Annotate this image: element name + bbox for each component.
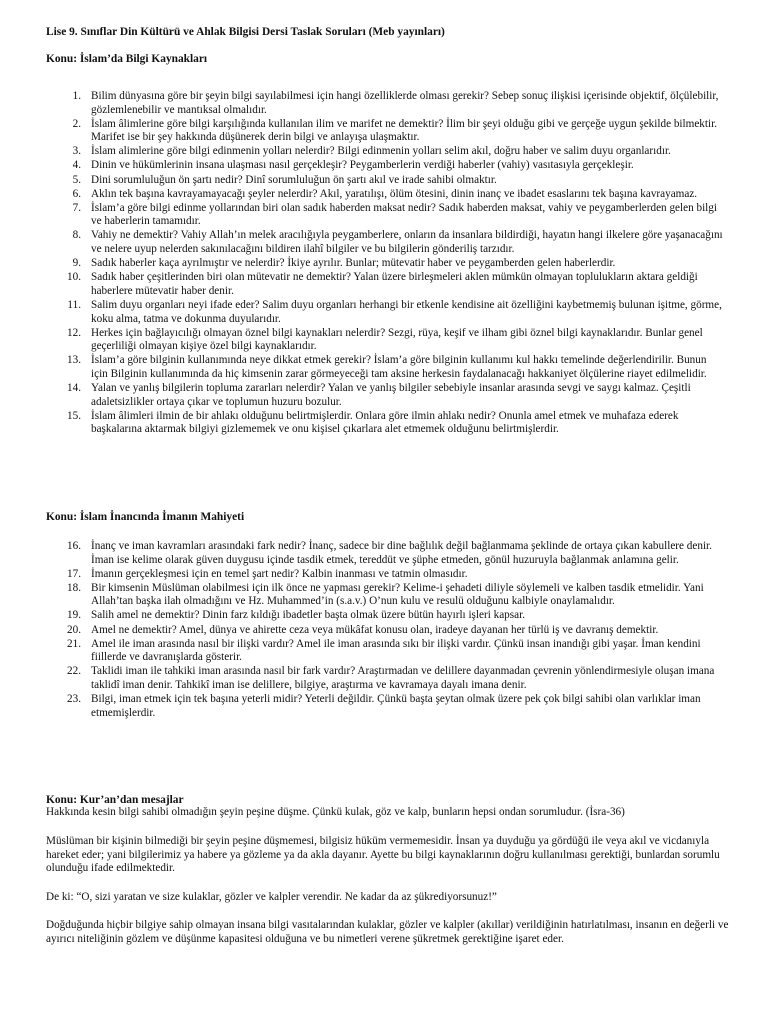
question-item	[46, 540, 726, 567]
question-number: 17.	[67, 567, 81, 580]
question-item	[46, 609, 726, 623]
question-text: Bir kimsenin Müslüman olabilmesi için ilk önce ne yapması gerekir? Kelime-i şehadeti diliyle söylemeli ve kalben tasdik etmelidir. Yani Allah’tan başka ilah olmadığını ve Hz. Muhammed’in (s.a.v.) O’nun kulu ve resulü olduğunu kalbiyle onaylamalıdır.	[91, 581, 704, 608]
question-text: İslam âlimlerine göre bilgi karşılığında kullanılan ilim ve marifet ne demektir? İlim bir şeyi olduğu gibi ve gerçeğe uygun şekilde bilmektir. Marifet ise bir şey hakkında düşünerek derin bilgi ve anlayışa ulaşmaktır.	[91, 117, 718, 144]
question-item	[46, 327, 726, 354]
question-text: Bilim dünyasına göre bir şeyin bilgi sayılabilmesi için hangi özelliklerde olması gerekir? Sebep sonuç ilişkisi içerisinde objektif, ölçülebilir, gözlemlenebilir ve mantıksal olmalıdır.	[91, 90, 719, 116]
question-number: 12.	[67, 326, 81, 339]
question-text: Taklidi iman ile tahkiki iman arasında nasıl bir fark vardır? Araştırmadan ve delillere dayanmadan çevrenin yönlendirmesiyle oluşan imana taklidî iman denir. Tahkikî iman ise delillere, bilgiye, araştırma ve kavramaya dayalı imana denir.	[91, 665, 715, 691]
question-text: Sadık haber çeşitlerinden biri olan mütevatir ne demektir? Yalan üzere birleşmeleri aklen mümkün olmayan toplulukların aktara geldiği haberlere mütevatir haber denir.	[91, 271, 698, 297]
question-text: Amel ne demektir? Amel, dünya ve ahirette ceza veya mükâfat konusu olan, iradeye dayanan her türlü iş ve davranış demektir.	[91, 623, 659, 636]
question-text: İnanç ve iman kavramları arasındaki fark nedir? İnanç, sadece bir dine bağlılık değil bağlanmama şeklinde de ortaya çıkan kabullere denir. İman ise kelime olarak güven duygusu içinde tasdik etmek, tereddüt ve şüphe etmeden, gönül huzuruyla bağlanmak anlamına gelir.	[91, 540, 712, 566]
question-text: İslam âlimleri ilmin de bir ahlakı olduğunu belirtmişlerdir. Onlara göre ilmin ahlakı nedir? Onunla amel etmek ve muhafaza ederek başkalarına aktarmak bilgiyi gizlememek ve onu kişisel çıkarlara alet etmemek olduğunu belirtmişlerdir.	[91, 409, 679, 436]
question-number: 1.	[72, 90, 81, 102]
question-text: İslam alimlerine göre bilgi edinmenin yolları nelerdir? Bilgi edinmenin yolları selim akıl, doğru haber ve salim duyu organlarıdır.	[91, 145, 671, 158]
question-number: 15.	[67, 409, 81, 422]
question-text: Bilgi, iman etmek için tek başına yeterli midir? Yeterli değildir. Çünkü başta şeytan olmak üzere pek çok bilgi sahibi olan varlıklar iman etmemişlerdir.	[91, 693, 701, 719]
question-number: 8.	[72, 229, 81, 242]
verse-paragraph: Hakkında kesin bilgi sahibi olmadığın şeyin peşine düşme. Çünkü kulak, göz ve kalp, bunların hepsi ondan sorumludur. (İsra-36)	[46, 806, 625, 818]
question-text: Salih amel ne demektir? Dinin farz kıldığı ibadetler başta olmak üzere bütün hayırlı işleri kapsar.	[91, 609, 525, 622]
question-number: 16.	[67, 540, 81, 552]
question-text: Vahiy ne demektir? Vahiy Allah’ın melek aracılığıyla peygamberlere, onların da insanlara bildirdiği, hayatın hangi ilkelere göre yaşanacağını ve nelere uyup nelerden sakınılacağını bildiren ilahî bilgiler ve bu bilgilerin gönderiliş tarzıdır.	[91, 229, 723, 256]
question-item	[46, 624, 726, 638]
question-item	[46, 354, 726, 381]
question-text: İmanın gerçekleşmesi için en temel şart nedir? Kalbin inanması ve tatmin olmasıdır.	[91, 567, 468, 580]
question-item	[46, 568, 726, 582]
question-text: Dinin ve hükümlerinin insana ulaşması nasıl gerçekleşir? Peygamberlerin verdiği haberler (vahiy) vasıtasıyla gerçekleşir.	[91, 159, 634, 172]
question-item	[46, 693, 726, 720]
question-number: 3.	[72, 145, 81, 158]
question-item	[46, 90, 726, 117]
explanation-paragraph: Müslüman bir kişinin bilmediği bir şeyin peşine düşmemesi, bilgisiz hüküm vermemesidir. İnsan ya duyduğu ya gördüğü ile veya akıl ve vicdanıyla hareket eder; yani bilgilerimiz ya habere ya gözleme ya da akla dayanır. Ayette bu bilgi kaynaklarının doğru kullanılması gerektiği, bunlardan sorumlu olunduğu ifade edilmektedir.	[46, 835, 720, 875]
document-title: Lise 9. Sınıflar Din Kültürü ve Ahlak Bilgisi Dersi Taslak Soruları (Meb yayınları)	[46, 26, 445, 38]
question-number: 6.	[72, 187, 81, 200]
question-item	[46, 229, 726, 256]
question-list-bilgi-kaynaklari	[46, 90, 726, 437]
question-item	[46, 665, 726, 692]
question-item	[46, 174, 726, 188]
question-item	[46, 257, 726, 271]
question-text: Dini sorumluluğun ön şartı nedir? Dinî sorumluluğun ön şartı akıl ve irade sahibi olmaktır.	[91, 173, 497, 186]
question-number: 21.	[67, 637, 81, 650]
question-item	[46, 638, 726, 665]
question-number: 19.	[67, 609, 81, 622]
question-text: Sadık haberler kaça ayrılmıştır ve nelerdir? İkiye ayrılır. Bunlar; mütevatir haber ve peygamberden gelen haberlerdir.	[91, 257, 616, 270]
question-number: 14.	[67, 381, 81, 394]
question-item	[46, 159, 726, 173]
section-heading-bilgi-kaynaklari: Konu: İslam’da Bilgi Kaynakları	[46, 53, 208, 65]
question-text: Amel ile iman arasında nasıl bir ilişki vardır? Amel ile iman arasında sıkı bir ilişki vardır. Çünkü insan inandığı gibi yaşar. İman kendini fiillerde ve davranışlarda gösterir.	[91, 637, 701, 664]
question-item	[46, 582, 726, 609]
question-item	[46, 271, 726, 298]
question-text: Aklın tek başına kavrayamayacağı şeyler nelerdir? Akıl, yaratılışı, ölüm ötesini, dinin inanç ve ibadet esaslarını tek başına kavrayamaz.	[91, 187, 698, 200]
question-number: 23.	[67, 693, 81, 706]
section-heading-imanin-mahiyeti: Konu: İslam İnancında İmanın Mahiyeti	[46, 511, 245, 523]
question-number: 2.	[72, 117, 81, 130]
question-list-imanin-mahiyeti	[46, 540, 726, 721]
question-number: 7.	[72, 201, 81, 214]
closing-paragraph: Doğduğunda hiçbir bilgiye sahip olmayan insana bilgi vasıtalarından kulaklar, gözler ve kalpler (akıllar) verildiğinin hatırlatılması, insanın en değerli ve ayırıcı niteliğinin gözlem ve düşünme kapasitesi olduğuna ve bu nimetleri verene şükretmek gerektiğine işaret eder.	[46, 919, 729, 945]
question-item	[46, 299, 726, 326]
question-item	[46, 202, 726, 229]
verse-quote-paragraph: De ki: “O, sizi yaratan ve size kulaklar, gözler ve kalpler verendir. Ne kadar da az şükrediyorsunuz!”	[46, 891, 497, 903]
question-text: Herkes için bağlayıcılığı olmayan öznel bilgi kaynakları nelerdir? Sezgi, rüya, keşif ve ilham gibi öznel bilgi kaynaklarıdır. Bunlar genel geçerliliği olmayan kişiye özel bilgi kaynaklarıdır.	[91, 326, 703, 353]
question-item	[46, 410, 726, 437]
question-text: Salim duyu organları neyi ifade eder? Salim duyu organları herhangi bir etkenle kendisine ait özelliğini kaybetmemiş bulunan işitme, görme, koku alma, tatma ve dokunma duyularıdır.	[91, 298, 722, 325]
question-text: İslam’a göre bilginin kullanımında neye dikkat etmek gerekir? İslam’a göre bilginin kullanımı kul hakkı temelinde değerlendirilir. Bunun için Bilginin kullanımında da hiç kimsenin zarar görmeyeceği tam aksine herkesin faydalanacağı hakkaniyet ölçülerine riayet edilmelidir.	[91, 354, 707, 380]
section-heading-kuran-mesajlar: Konu: Kur’an’dan mesajlar	[46, 794, 184, 806]
question-number: 5.	[72, 173, 81, 186]
question-number: 9.	[72, 257, 81, 270]
question-item	[46, 188, 726, 202]
question-item	[46, 145, 726, 159]
question-number: 13.	[67, 354, 81, 367]
question-number: 22.	[67, 665, 81, 678]
question-number: 20.	[67, 623, 81, 636]
question-number: 11.	[67, 298, 81, 311]
question-text: Yalan ve yanlış bilgilerin topluma zararları nelerdir? Yalan ve yanlış bilgiler sebebiyle insanlar arasında sevgi ve saygı kalmaz. Çeşitli adaletsizlikler ortaya çıkar ve toplumun huzuru bozulur.	[91, 381, 691, 408]
question-number: 10.	[67, 271, 81, 284]
question-item	[46, 382, 726, 409]
question-text: İslam’a göre bilgi edinme yollarından biri olan sadık haberden maksat nedir? Sadık haberden maksat, vahiy ve peygamberlerden gelen bilgi ve haberlerin tamamıdır.	[91, 201, 717, 228]
question-number: 18.	[67, 581, 81, 594]
question-number: 4.	[72, 159, 81, 172]
question-item	[46, 118, 726, 145]
